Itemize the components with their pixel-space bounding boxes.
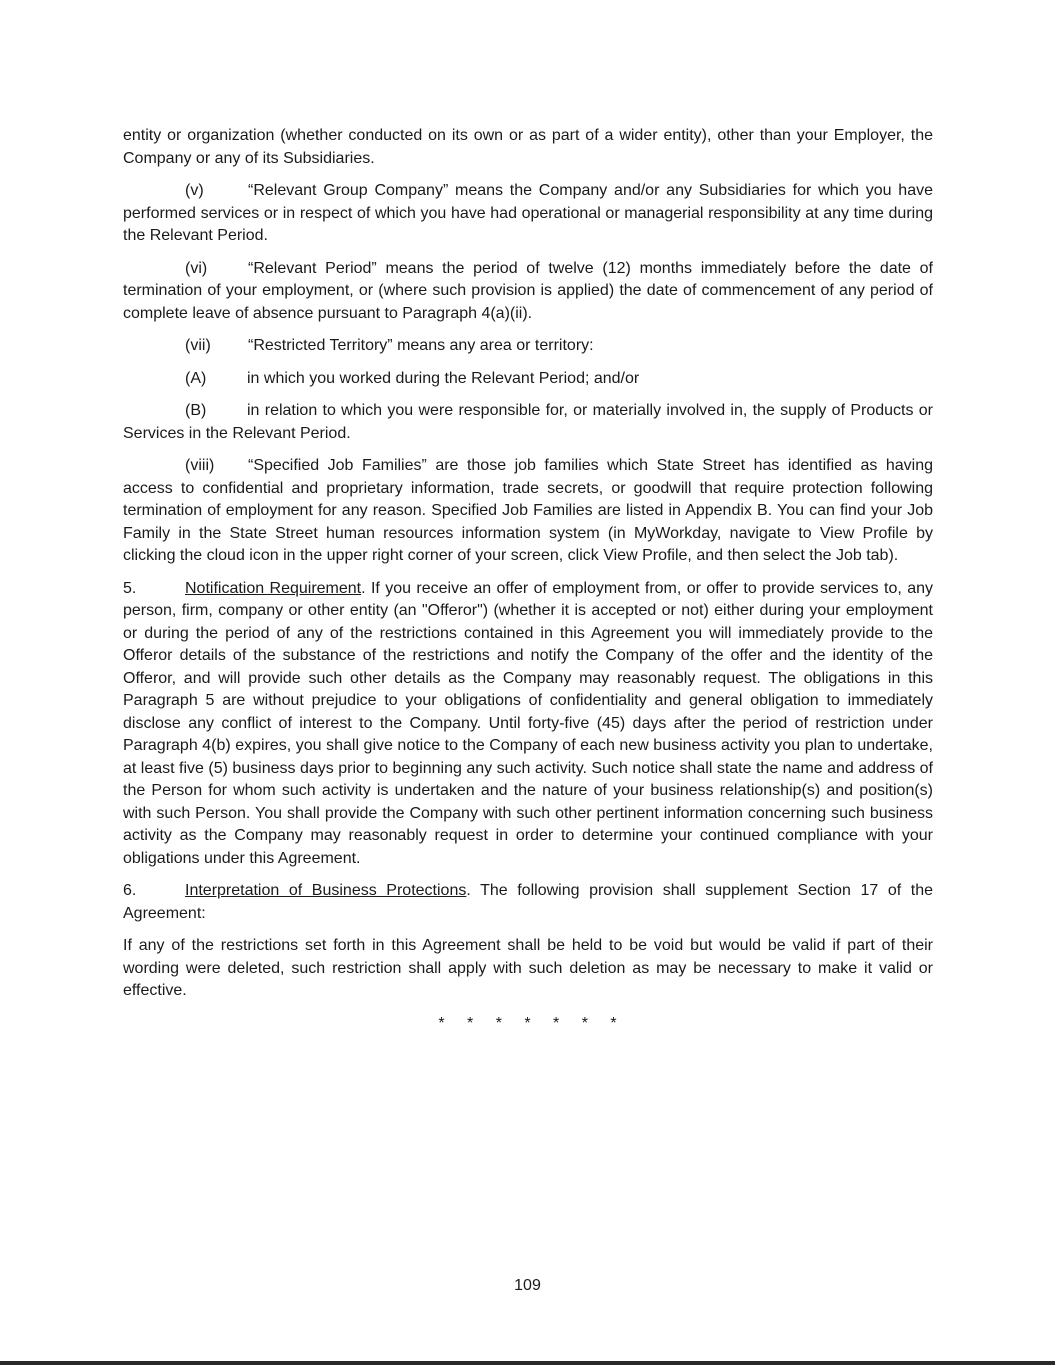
document-body: [123, 125, 933, 1045]
definition-vii: [123, 335, 933, 358]
definition-label: (v): [185, 182, 204, 199]
page-number: 109: [514, 1277, 541, 1294]
territory-item-a: [123, 368, 933, 391]
definition-text: “Relevant Period” means the period of twelve (12) months immediately before the date of termination of your employment, or (where such provision is applied) the date of commencement of any period of complete leave of absence pursuant to Paragraph 4(a)(ii).: [123, 259, 933, 322]
definition-viii: [123, 455, 933, 568]
definition-text: “Relevant Group Company” means the Company and/or any Subsidiaries for which you have performed services or in respect of which you have had operational or managerial responsibility at any time during the Relevant Period.: [123, 182, 933, 244]
definition-label: (vi): [185, 259, 208, 277]
section-number: 5.: [123, 579, 137, 597]
territory-item-label: (A): [185, 369, 207, 387]
territory-item-text: in which you worked during the Relevant Period; and/or: [247, 369, 640, 387]
section-heading: Interpretation of Business Protections: [185, 882, 467, 899]
section-body: . The following provision shall supplement Section 17 of the Agreement:: [123, 882, 933, 922]
section-number: 6.: [123, 882, 137, 899]
territory-item-b: [123, 400, 933, 445]
territory-item-label: (B): [185, 402, 207, 419]
definition-text: “Restricted Territory” means any area or territory:: [248, 337, 594, 354]
definition-text: “Specified Job Families” are those job families which State Street has identified as having access to confidential and proprietary information, trade secrets, or goodwill that require protection following termination of employment for any reason. Specified Job Families are listed in Appendix B. You can find your Job Family in the State Street human resources information system (in MyWorkday, navigate to View Profile by clicking the cloud icon in the upper right corner of your screen, click View Profile, and then select the Job tab).: [123, 457, 933, 564]
definition-label: (vii): [185, 337, 211, 354]
section-heading: Notification Requirement: [185, 579, 362, 597]
paragraph-text: entity or organization (whether conducted on its own or as part of a wider entity), other than your Employer, the Company or any of its Subsidiaries.: [123, 127, 933, 167]
definition-v: [123, 180, 933, 248]
definition-vi: [123, 258, 933, 326]
territory-item-text: in relation to which you were responsible for, or materially involved in, the supply of Products or Services in the Relevant Period.: [123, 402, 933, 442]
asterisk-separator: * * * * * * *: [438, 1014, 618, 1032]
section-5-notification-requirement: [123, 578, 933, 871]
section-body: . If you receive an offer of employment from, or offer to provide services to, any person, firm, company or other entity (an "Offeror") (whether it is accepted or not) either during your employment or during the period of any of the restrictions contained in this Agreement you will immediately provide to the Offeror details of the substance of the restrictions and notify the Company of the offer and the identity of the Offeror, and will provide such other details as the Company may reasonably request. The obligations in this Paragraph 5 are without prejudice to your obligations of confidentiality and general obligation to immediately disclose any conflict of interest to the Company. Until forty-five (45) days after the period of restriction under Paragraph 4(b) expires, you shall give notice to the Company of each new business activity you plan to undertake, at least five (5) business days prior to beginning any such activity. Such notice shall state the name and address of the Person for whom such activity is undertaken and the nature of your business relationship(s) and position(s) with such Person. You shall provide the Company with such other pertinent information concerning such business activity as the Company may reasonably request in order to determine your continued compliance with your obligations under this Agreement.: [123, 579, 934, 867]
severability-paragraph: [123, 935, 933, 1003]
section-6-interpretation: [123, 880, 933, 925]
paragraph-text: If any of the restrictions set forth in this Agreement shall be held to be void but would be valid if part of their wording were deleted, such restriction shall apply with such deletion as may be necessary to make it valid or effective.: [123, 937, 933, 999]
page-bottom-edge: [0, 1361, 1055, 1365]
definition-label: (viii): [185, 457, 215, 474]
paragraph-continuation: [123, 125, 933, 170]
